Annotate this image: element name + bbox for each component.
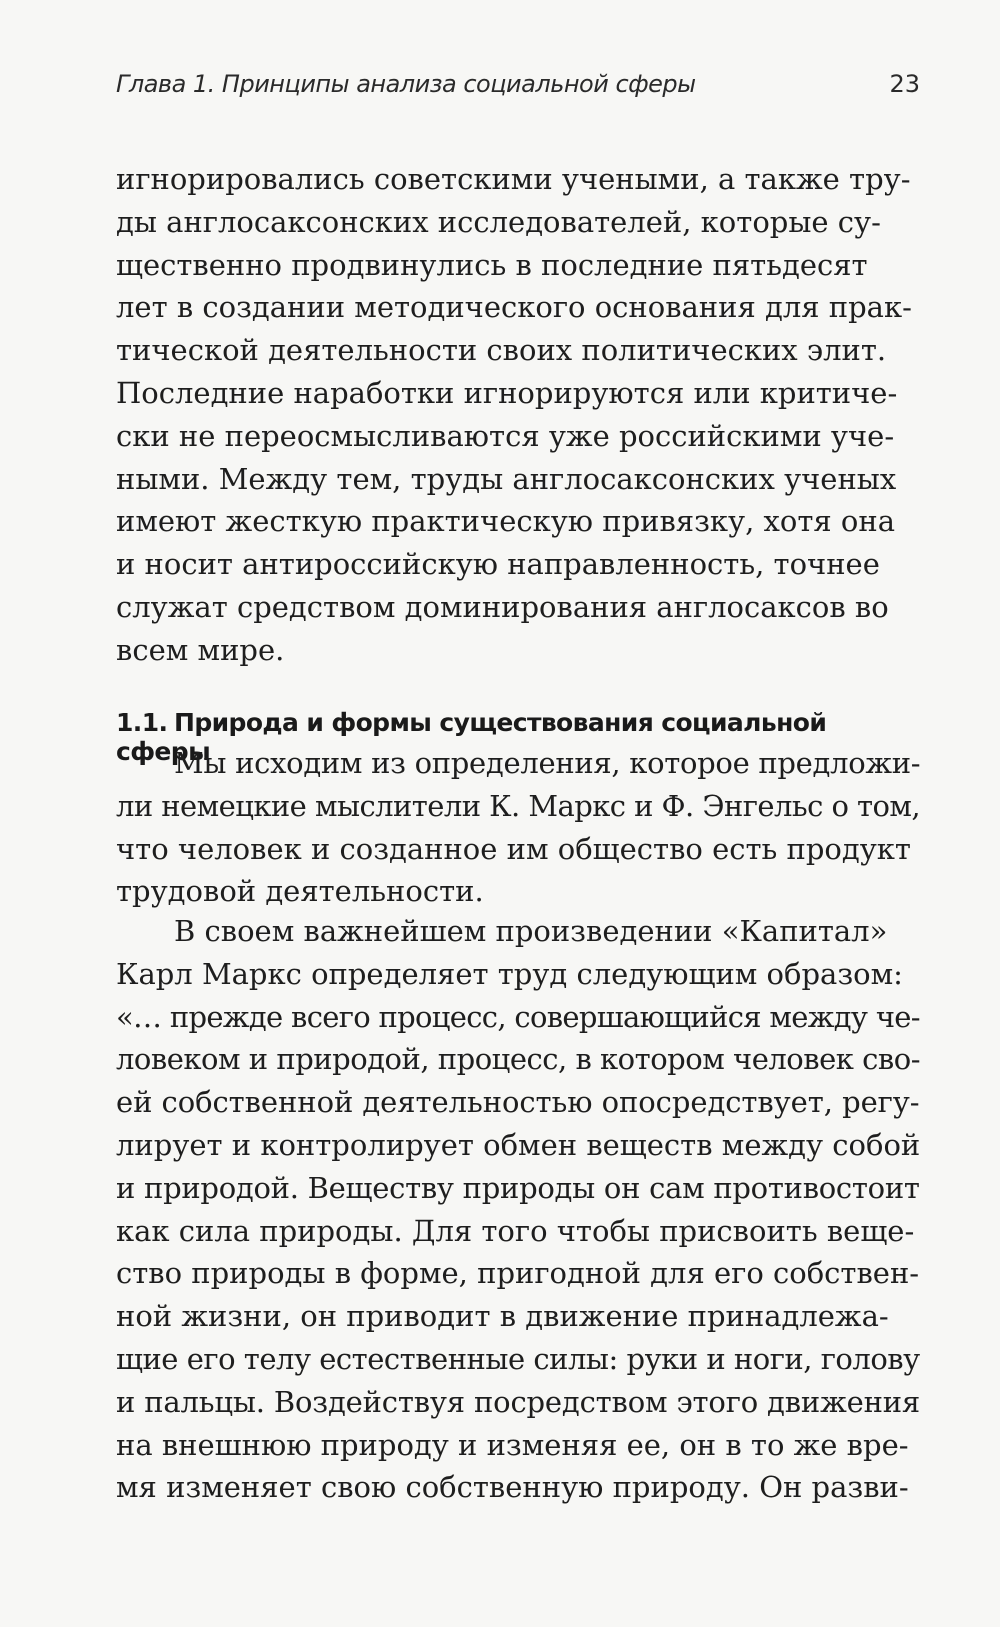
section-title: Природа и формы существования социальной сферы [116, 708, 827, 766]
text-line: и носит антироссийскую направленность, точнее [116, 547, 880, 582]
text-line: всем мире. [116, 632, 285, 667]
text-line: ски не переосмысливаются уже российскими уче- [116, 418, 895, 453]
text-line: щие его телу естественные силы: руки и ноги, голову [116, 1341, 920, 1376]
text-line: лирует и контролирует обмен веществ между собой [116, 1127, 921, 1162]
text-line: ловеком и природой, процесс, в котором человек сво- [116, 1042, 921, 1077]
page-number: 23 [889, 70, 920, 98]
paragraph-3 [116, 910, 920, 1509]
text-line: трудовой деятельности. [116, 874, 484, 909]
paragraph-2 [116, 742, 920, 913]
text-line: ли немецкие мыслители К. Маркс и Ф. Энгельс о том, [116, 788, 921, 823]
text-line: ной жизни, он приводит в движение принадлежа- [116, 1299, 889, 1334]
running-head [116, 66, 920, 106]
text-line: служат средством доминирования англосаксов во [116, 589, 889, 624]
text-line: мя изменяет свою собственную природу. Он разви- [116, 1470, 909, 1505]
text-line: Карл Маркс определяет труд следующим образом: [116, 956, 903, 991]
text-line: и пальцы. Воздействуя посредством этого движения [116, 1384, 921, 1419]
text-line: тической деятельности своих политических элит. [116, 333, 887, 368]
paragraph-1 [116, 158, 920, 672]
chapter-title: Глава 1. Принципы анализа социальной сферы [116, 70, 696, 98]
text-line: В своем важнейшем произведении «Капитал» [174, 914, 888, 948]
text-line: ными. Между тем, труды англосаксонских ученых [116, 461, 897, 496]
text-line: игнорировались советскими учеными, а также тру- [116, 162, 911, 196]
text-line: имеют жесткую практическую привязку, хотя она [116, 504, 895, 539]
text-line: «… прежде всего процесс, совершающийся между че- [116, 999, 920, 1034]
text-line: лет в создании методического основания для прак- [116, 290, 912, 325]
text-line: и природой. Веществу природы он сам противостоит [116, 1170, 920, 1205]
text-line: ды англосаксонских исследователей, которые су- [116, 204, 881, 239]
text-line: ство природы в форме, пригодной для его собствен- [116, 1256, 920, 1291]
text-line: что человек и созданное им общество есть продукт [116, 831, 911, 866]
section-number: 1.1. [116, 708, 168, 737]
text-line: на внешнюю природу и изменяя ее, он в то же вре- [116, 1427, 909, 1462]
text-line: как сила природы. Для того чтобы присвоить веще- [116, 1213, 915, 1248]
text-line: Последние наработки игнорируются или критиче- [116, 375, 898, 410]
text-line: щественно продвинулись в последние пятьдесят [116, 247, 868, 282]
text-line: Мы исходим из определения, которое предложи- [174, 746, 921, 780]
text-line: ей собственной деятельностью опосредствует, регу- [116, 1085, 920, 1120]
